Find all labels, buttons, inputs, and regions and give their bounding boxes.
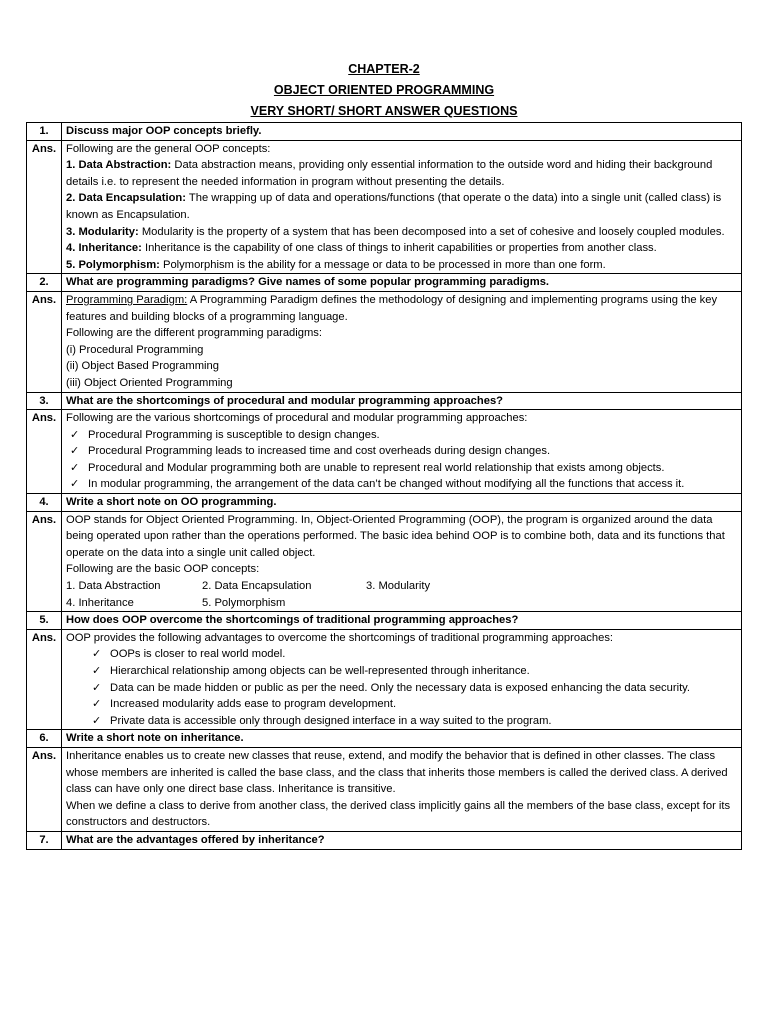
question-text: How does OOP overcome the shortcomings of traditional programming approaches?: [62, 612, 742, 630]
answer-text: [62, 747, 742, 831]
answer-text: [62, 140, 742, 274]
definition: Programming Paradigm: A Programming Paradigm defines the methodology of designing and implementing programs using the key features and building blocks of a programming language.: [66, 293, 718, 323]
answer-text: [62, 511, 742, 612]
answer-row-4: [27, 511, 742, 612]
answer-paragraph: When we define a class to derive from another class, the derived class implicitly gains all the members of the base class, except for its constructors and destructors.: [66, 799, 731, 829]
concept-item: 2. Data Encapsulation: The wrapping up of data and operations/functions (that operate o the data) into a single unit (called class) is known as Encapsulation.: [66, 192, 722, 221]
answer-label: Ans.: [27, 291, 62, 392]
checklist-item: ✓ Hierarchical relationship among objects can be well-represented through inheritance.: [66, 663, 737, 680]
question-number: 4.: [27, 494, 62, 512]
checkmark-icon: ✓: [70, 461, 80, 474]
document-title: OBJECT ORIENTED PROGRAMMING: [273, 83, 495, 97]
answer-label: Ans.: [27, 410, 62, 494]
question-number: 7.: [27, 831, 62, 849]
concept-item: 1. Data Abstraction: Data abstraction means, providing only essential information to the outside word and hiding their background details i.e. to represent the needed information in program without presenting the details.: [66, 159, 713, 188]
concept-item: 4. Inheritance: [66, 596, 134, 609]
answer-row-6: [27, 747, 742, 831]
checkmark-icon: ✓: [70, 445, 80, 458]
concept-item: 1. Data Abstraction: [66, 580, 161, 593]
question-text: Discuss major OOP concepts briefly.: [62, 123, 742, 141]
checkmark-icon: ✓: [92, 714, 102, 727]
checkmark-icon: ✓: [92, 698, 102, 711]
checkmark-icon: ✓: [70, 428, 80, 441]
answer-intro: OOP provides the following advantages to overcome the shortcomings of traditional programming approaches:: [66, 631, 614, 644]
answer-intro: Following are the basic OOP concepts:: [66, 563, 260, 576]
concept-item: 4. Inheritance: Inheritance is the capability of one class of things to inherit capabilities or properties from another class.: [66, 242, 657, 255]
qa-table: [26, 122, 742, 850]
question-row-3: [27, 392, 742, 410]
question-number: 2.: [27, 274, 62, 292]
checklist-item: ✓ Procedural and Modular programming both are unable to represent real world relationship that exists among objects.: [66, 460, 737, 477]
checklist-item: ✓ In modular programming, the arrangement of the data can’t be changed without modifying all the functions that access it.: [66, 476, 737, 493]
question-row-6: [27, 730, 742, 748]
checkmark-icon: ✓: [70, 478, 80, 491]
concept-item: 3. Modularity: [366, 580, 431, 593]
checklist-item: ✓ Procedural Programming leads to increased time and cost overheads during design changes.: [66, 443, 737, 460]
checkmark-icon: ✓: [92, 665, 102, 677]
answer-row-3: [27, 410, 742, 494]
answer-text: [62, 410, 742, 494]
checklist-item: ✓ Data can be made hidden or public as per the need. Only the necessary data is exposed enhancing the data security.: [66, 680, 737, 697]
answer-paragraph: OOP stands for Object Oriented Programming. In, Object-Oriented Programming (OOP), the program is organized around the data being operated upon rather than the operations performed. The basic idea behind OOP is to combine both, data and its functions that operate on the data into a single unit called object.: [66, 513, 725, 559]
question-text: Write a short note on OO programming.: [62, 494, 742, 512]
answer-text: [62, 629, 742, 730]
question-number: 5.: [27, 612, 62, 630]
question-row-4: [27, 494, 742, 512]
answer-label: Ans.: [27, 511, 62, 612]
chapter-heading: CHAPTER-2: [348, 62, 420, 76]
question-text: What are the advantages offered by inheritance?: [62, 831, 742, 849]
answer-intro: Following are the general OOP concepts:: [66, 142, 271, 155]
concept-item: 2. Data Encapsulation: [202, 580, 312, 593]
question-row-2: [27, 274, 742, 292]
concept-item: 5. Polymorphism: [202, 596, 286, 609]
checkmark-icon: ✓: [92, 681, 102, 694]
question-number: 6.: [27, 730, 62, 748]
answer-label: Ans.: [27, 629, 62, 730]
checklist-item: ✓ OOPs is closer to real world model.: [66, 646, 737, 663]
answer-label: Ans.: [27, 747, 62, 831]
question-row-1: [27, 123, 742, 141]
section-subtitle: VERY SHORT/ SHORT ANSWER QUESTIONS: [250, 104, 518, 118]
answer-paragraph: Inheritance enables us to create new classes that reuse, extend, and modify the behavior that is defined in other classes. The class whose members are inherited is called the base class, and the class that inherits those members is called the derived class. A derived class can have only one direct base class. Inheritance is transitive.: [66, 749, 728, 796]
answer-intro: Following are the different programming paradigms:: [66, 327, 322, 340]
question-text: Write a short note on inheritance.: [62, 730, 742, 748]
answer-row-5: [27, 629, 742, 730]
answer-text: [62, 291, 742, 392]
concepts-row: [66, 595, 737, 612]
paradigm-item: (i) Procedural Programming: [66, 343, 204, 356]
checkmark-icon: ✓: [92, 648, 102, 661]
paradigm-item: (iii) Object Oriented Programming: [66, 376, 233, 389]
question-row-5: [27, 612, 742, 630]
paradigm-item: (ii) Object Based Programming: [66, 360, 219, 373]
answer-row-2: [27, 291, 742, 392]
concept-item: 3. Modularity: Modularity is the property of a system that has been decomposed into a set of cohesive and loosely coupled modules.: [66, 225, 725, 238]
question-text: What are programming paradigms? Give names of some popular programming paradigms.: [62, 274, 742, 292]
question-number: 3.: [27, 392, 62, 410]
checklist-item: ✓ Procedural Programming is susceptible to design changes.: [66, 427, 737, 444]
question-text: What are the shortcomings of procedural and modular programming approaches?: [62, 392, 742, 410]
checklist-item: ✓ Increased modularity adds ease to program development.: [66, 696, 737, 713]
answer-row-1: [27, 140, 742, 274]
question-number: 1.: [27, 123, 62, 141]
concepts-row: [66, 578, 737, 595]
concept-item: 5. Polymorphism: Polymorphism is the ability for a message or data to be processed in more than one form.: [66, 258, 606, 271]
checklist-item: ✓ Private data is accessible only through designed interface in a way suited to the program.: [66, 713, 737, 730]
question-row-7: [27, 831, 742, 849]
answer-label: Ans.: [27, 140, 62, 274]
answer-intro: Following are the various shortcomings of procedural and modular programming approaches:: [66, 412, 528, 425]
